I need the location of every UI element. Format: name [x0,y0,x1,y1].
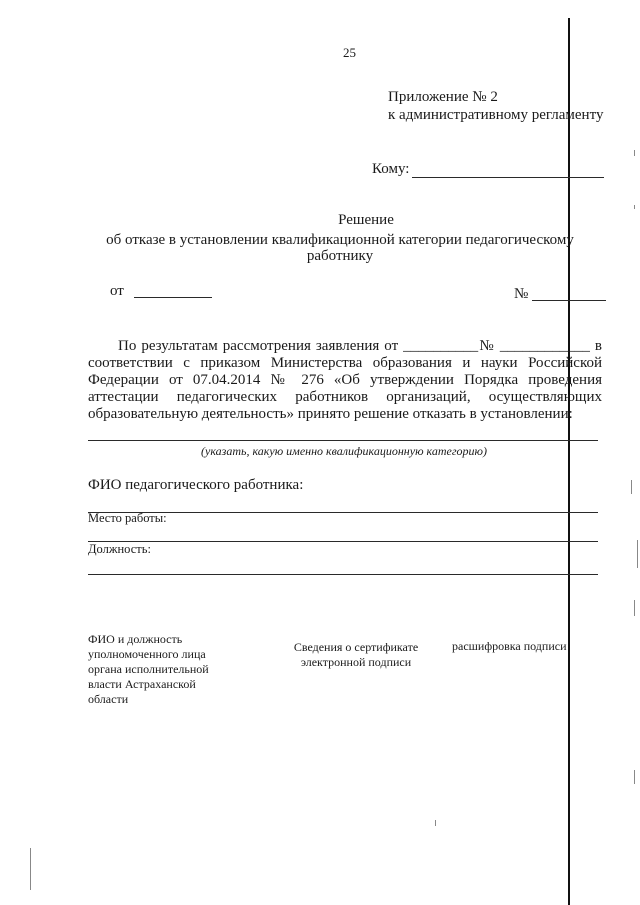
body-line: образовательную деятельность» принято решение отказать в установлении: [88,406,573,422]
body-line: По результатам рассмотрения заявления от __________№ ____________ в [118,338,602,354]
body-line: аттестации педагогических работников организаций, осуществляющих [88,389,602,405]
recipient-field [412,177,604,178]
position-label: Должность: [88,542,151,556]
position-field [88,574,598,575]
scan-speck [634,600,635,616]
official-line: органа исполнительной [88,662,209,676]
certificate-line: электронной подписи [300,655,412,669]
official-line: ФИО и должность [88,632,183,646]
decision-subtitle: об отказе в установлении квалификационной категории педагогическому [106,232,574,248]
workplace-field [88,541,598,542]
date-label: от [110,283,124,299]
scan-speck [634,205,635,209]
decision-body [88,338,602,422]
number-label: № [514,286,529,302]
page-number: 25 [343,45,356,60]
body-line: Федерации от 07.04.2014 № 276 «Об утверждении Порядка проведения [88,372,602,388]
certificate-line: Сведения о сертификате [293,640,419,654]
decision-title: Решение [338,212,394,228]
official-info [88,632,209,707]
decision-subtitle-line2: работнику [306,248,374,264]
date-field [134,297,212,298]
scan-speck [634,150,635,156]
official-line: власти Астраханской [88,677,196,691]
scan-speck [637,540,638,568]
scan-speck [435,820,436,826]
certificate-info [286,640,426,670]
scan-speck [634,770,635,784]
workplace-label: Место работы: [88,511,167,525]
category-hint: (указать, какую именно квалификационную категорию) [201,444,487,458]
signature-decryption: расшифровка подписи [452,639,567,653]
scan-speck [30,848,31,890]
scan-speck [631,480,632,494]
body-line: соответствии с приказом Министерства образования и науки Российской [88,355,602,371]
official-line: уполномоченного лица [88,647,206,661]
official-line: области [88,692,129,706]
appendix-subtitle: к административному регламенту [388,107,604,123]
scan-margin-line [568,18,570,905]
fio-label: ФИО педагогического работника: [88,477,304,493]
appendix-title: Приложение № 2 [388,89,498,105]
category-field [88,440,598,441]
recipient-label: Кому: [372,161,410,177]
number-field [532,300,606,301]
